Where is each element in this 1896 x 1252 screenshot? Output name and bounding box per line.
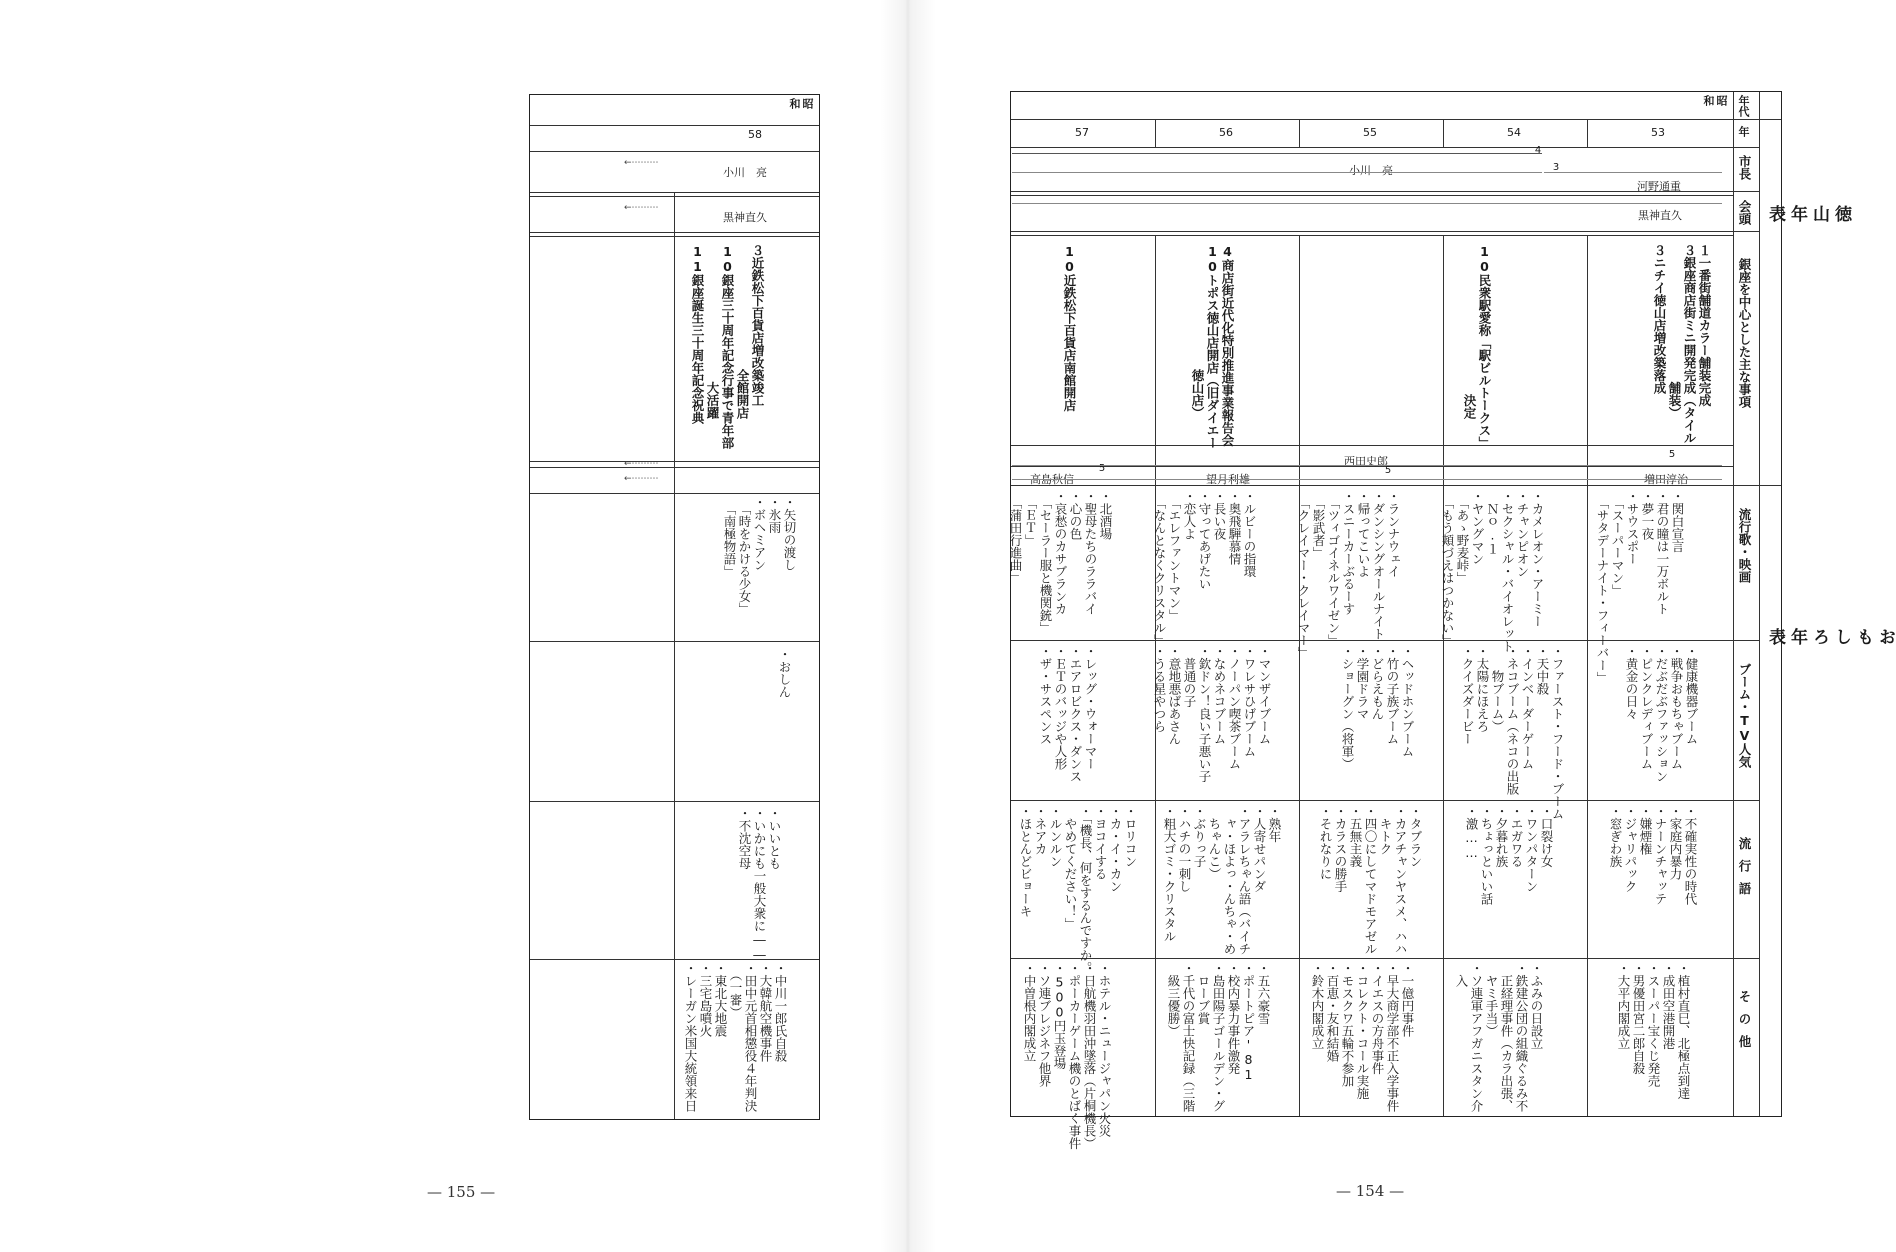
section-title-tokuyama: 徳 山 年 表 <box>1765 205 1851 236</box>
other-54: ・ふみの日設立 ・鉄建公団の組織ぐるみ不 正経理事件（カラ出張、 ヤミ手当） ・ソ連軍アフガニスタン介 入 <box>1454 962 1544 1112</box>
other-55: ・一億円事件 ・早大商学部不正入学事件 ・イエスの方舟事件 ・コレクト・コール実施 ・モスクワ五輪不参加 ・百恵・友和結婚 ・鈴木内閣成立 <box>1310 962 1415 1112</box>
songs-53: ・関白宣言 ・君の瞳は一万ボルト ・夢一夜 ・サウスポー 「スーパーマン」 「サタデーナイト・フィーバー」 <box>1595 490 1685 684</box>
songs-56: ・ルビーの指環 ・奥飛騨慕情 ・長い夜 ・守ってあげたい ・恋人よ 「エレファントマン」 「なんとなくクリスタル」 <box>1152 490 1257 647</box>
row-label-other: その他 <box>1737 990 1752 1058</box>
boom-57: ・レッグ・ウォーマー ・エアロビクス・ダンス ・ＥＴのバッジや人形 ・ザ・サスペンス <box>1038 645 1098 783</box>
left-president-name: 黒神直久 <box>723 211 767 224</box>
words-54: ・口裂け女 ・ワンパターン ・エガワる ・夕暮れ族 ・ちょっといい話 ・激…… <box>1464 805 1554 905</box>
left-page-number: — 155 — <box>427 1183 496 1201</box>
boom-54: ・ファースト・フード・ブーム ・天中殺 ・インベーダーゲーム ・ネコブーム（ネコの出版 物ブーム） ・太陽にほえろ ・クイズダービー <box>1460 645 1565 820</box>
boom-53: ・健康機器ブーム ・戦争おもちゃブーム ・だぶだぶファッション ・ピンクレディブーム ・黄金の日々 <box>1624 645 1699 783</box>
rep-mochizuki: 望月利雄 <box>1206 473 1250 486</box>
other-56: ・五六豪雪 ・ポートピア'81 ・校内暴力事件激発 ・島田陽子ゴールデン・グ ローブ賞 ・千代の富士快記録（三階 級三優勝） <box>1166 962 1271 1112</box>
president-arrow-line <box>1012 203 1722 204</box>
rep-line-1 <box>1012 465 1722 466</box>
boom-56: ・マンザイブーム ・ワレサひげブーム ・ノーパン喫茶ブーム ・なめネコブーム ・欽ドン！良い子悪い子 普通の子 ・意地悪ばあさん ・うる星やつら <box>1152 645 1272 783</box>
row-label-era: 年代 <box>1737 95 1750 117</box>
left-rep-arrow-1: ←⋯⋯⋯ <box>624 459 659 469</box>
songs-54: ・カメレオン・アーミー ・チャンピオン ・セクシャル・バイオレット Ｎｏ.１ ・ヤングマン 「あゝ野麦峠」 「もう頬づえはつかない」 <box>1440 490 1545 653</box>
rep-mark-5a: 5 <box>1668 449 1676 460</box>
rep-takashima: 高島秋信 <box>1030 473 1074 486</box>
words-56: ・熟年 ・人寄せパンダ ・アラレちゃん語（バイチ ャ・ほよっ・んちゃ・め ちゃんこ） ・ぶりっ子 ・ハチの一刺し ・粗大ゴミ・クリスタル <box>1162 805 1282 955</box>
mayor-kono-line <box>1544 172 1722 173</box>
rep-nishida: 西田史郎 <box>1344 455 1388 468</box>
events-54: 10民衆駅愛称「駅ビルトークス」 決定 <box>1462 244 1492 449</box>
right-era-label: 昭 和 <box>1702 95 1728 106</box>
page-gutter <box>880 0 936 1252</box>
other-57: ・ホテル・ニュージャパン火災 ・日航機羽田沖墜落（片桐機長） ・ポーカーゲーム機のとばく事件 ・500円玉登場 ・ソ連ブレジネフ他界 ・中曽根内閣成立 <box>1022 962 1112 1150</box>
year-56: 56 <box>1219 126 1233 139</box>
row-label-mayor: 市長 <box>1737 155 1752 180</box>
right-page-number: — 154 — <box>1336 1182 1405 1200</box>
songs-55: ・ランナウェイ ・ダンシングオールナイト ・帰ってこいよ ・スニーカーぶるーす 「ツィゴイネルワイゼン」 「影武者」 「クレイマー・クレイマー」 <box>1296 490 1401 659</box>
boom-55: ・ヘッドホンブーム ・竹の子族ブーム ・どらえもん ・学園ドラマ ・ショーグン（将軍） <box>1340 645 1415 770</box>
section-title-omoshiro: お も し ろ 年 表 <box>1765 628 1895 659</box>
row-label-year: 年 <box>1737 126 1750 137</box>
year-53: 53 <box>1651 126 1665 139</box>
year-55: 55 <box>1363 126 1377 139</box>
left-events-text: ３近鉄松下百貨店増改築竣工 全館開店 10銀座三十周年記念行事で青年部 大活躍 11銀座誕生三十周年記念祝典 <box>690 244 765 449</box>
left-mayor-arrow: ←⋯⋯⋯ <box>624 158 659 168</box>
year-54: 54 <box>1507 126 1521 139</box>
president-name: 黒神直久 <box>1638 209 1682 222</box>
words-53: ・不確実性の時代 ・家庭内暴力 ・ナーンチャッテ ・嫌煙権 ・ジャリパック ・窓ぎわ族 <box>1608 805 1698 905</box>
mayor-ogawa: 小川 亮 <box>1349 164 1393 177</box>
events-57: 10近鉄松下百貨店南館開店 <box>1062 244 1077 412</box>
rep-mark-5c: 5 <box>1098 463 1106 474</box>
left-rep-arrow-2: ←⋯⋯⋯ <box>624 474 659 484</box>
words-57: ・ロリコン ・カ・イ・カン ・ヨコイする ・「機長、何をするんですか。 やめてください！」 ・ルンルン ・ネアカ ・ほとんどビョーキ <box>1018 805 1138 974</box>
rep-line-2 <box>1012 479 1722 480</box>
songs-57: ・北酒場 ・聖母たちのララバイ ・心の色 ・哀愁のカサブランカ 「セーラー服と機関銃」 「ＥＴ」 「蒲田行進曲」 <box>1008 490 1113 634</box>
mayor-mark-3: 3 <box>1552 162 1560 173</box>
left-other-text: ・中川一郎氏自殺 ・大韓航空機事件 ・田中元首相懲役４年判決 （一審） ・東北大地震 ・三宅島噴火 ・レーガン米国大統領来日 <box>683 962 788 1112</box>
events-53: １一番街舗道カラー舗装完成 ３銀座商店街ミニ開発完成（タイル 舗装） ３ニチイ徳山店増改築落成 <box>1652 244 1712 444</box>
year-57: 57 <box>1075 126 1089 139</box>
events-56: 4商店街近代化特別推進事業報告会 10トポス徳山店開店（旧ダイエー 徳山店） <box>1190 244 1235 449</box>
mayor-arrow-line <box>1012 153 1542 154</box>
mayor-divider <box>1012 172 1542 173</box>
words-55: ・タブラン ・カアチャンヤスメ、ハハ キトク ・四〇にしてマドモアゼル ・五無主義 ・カラスの勝手 ・それなりに <box>1318 805 1423 955</box>
row-label-boom: ブーム・TV人気 <box>1737 663 1752 768</box>
left-boom-text: ・おしん <box>777 648 792 698</box>
left-president-arrow: ←⋯⋯⋯ <box>624 203 659 213</box>
row-label-president: 会頭 <box>1737 200 1752 225</box>
left-mayor-name: 小川 亮 <box>723 166 767 179</box>
row-label-events: 銀座を中心とした主な事項 <box>1737 258 1752 408</box>
row-label-songs: 流行歌・映画 <box>1737 508 1752 583</box>
left-year-58: 58 <box>748 128 762 141</box>
row-label-words: 流行語 <box>1737 837 1752 905</box>
rep-mark-5b: 5 <box>1384 465 1392 476</box>
rep-masuda: 増田淳治 <box>1644 473 1688 486</box>
mayor-kono: 河野通重 <box>1637 180 1681 193</box>
other-53: ・植村直巳、北極点到達 ・成田空港開港 ・スーパー宝くじ発売 ・男優田宮二郎自殺 ・大平内閣成立 <box>1616 962 1691 1100</box>
left-songs-text: ・矢切の渡し ・氷雨 ・ボヘミアン 「時をかける少女」 「南極物語」 <box>722 496 797 615</box>
left-words-text: ・いいとも ・いかにも一般大衆に―― ・不沈空母 <box>737 807 782 962</box>
left-era-label: 昭 和 <box>788 98 814 109</box>
mayor-mark-4: 4 <box>1534 145 1542 156</box>
